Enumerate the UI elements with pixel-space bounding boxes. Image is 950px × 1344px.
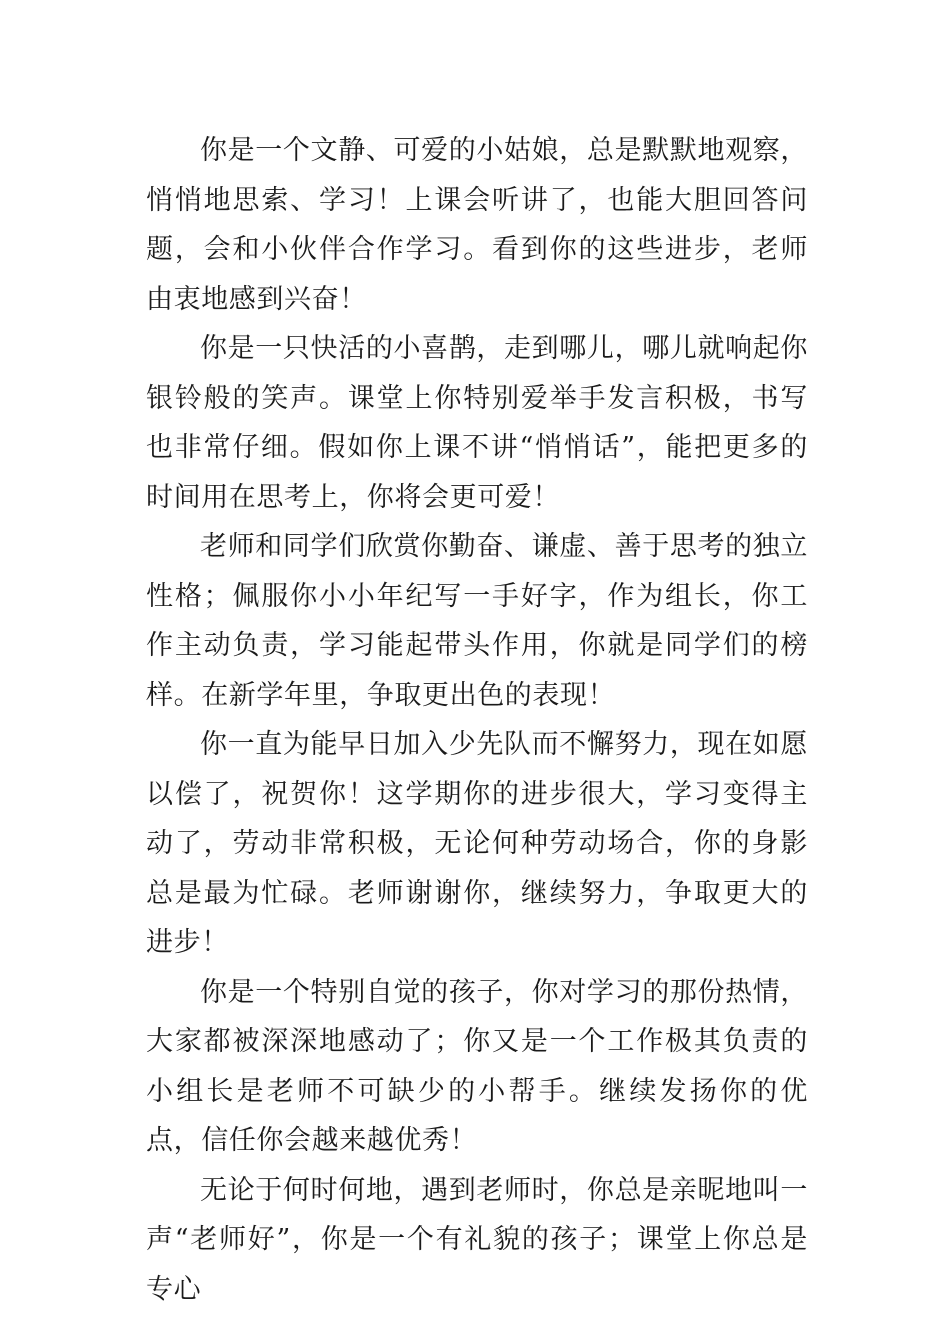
paragraph-1: 你是一个文静、可爱的小姑娘，总是默默地观察，悄悄地思索、学习！上课会听讲了，也能大胆回答问题，会和小伙伴合作学习。看到你的这些进步，老师由衷地感到兴奋！ bbox=[146, 135, 808, 315]
paragraph-3: 老师和同学们欣赏你勤奋、谦虚、善于思考的独立性格；佩服你小小年纪写一手好字，作为组长，你工作主动负责，学习能起带头作用，你就是同学们的榜样。在新学年里，争取更出色的表现！ bbox=[146, 531, 808, 711]
paragraph-6: 无论于何时何地，遇到老师时，你总是亲昵地叫一声“老师好”，你是一个有礼貌的孩子；课堂上你总是专心 bbox=[146, 1174, 808, 1305]
paragraph-2: 你是一只快活的小喜鹊，走到哪儿，哪儿就响起你银铃般的笑声。课堂上你特别爱举手发言积极，书写也非常仔细。假如你上课不讲“悄悄话”，能把更多的时间用在思考上，你将会更可爱！ bbox=[146, 333, 808, 513]
paragraph-5: 你是一个特别自觉的孩子，你对学习的那份热情，大家都被深深地感动了；你又是一个工作极其负责的小组长是老师不可缺少的小帮手。继续发扬你的优点，信任你会越来越优秀！ bbox=[146, 976, 808, 1156]
paragraph-4: 你一直为能早日加入少先队而不懈努力，现在如愿以偿了，祝贺你！这学期你的进步很大，学习变得主动了，劳动非常积极，无论何种劳动场合，你的身影总是最为忙碌。老师谢谢你，继续努力，争取更大的进步！ bbox=[146, 729, 808, 958]
document-body bbox=[146, 126, 808, 1314]
